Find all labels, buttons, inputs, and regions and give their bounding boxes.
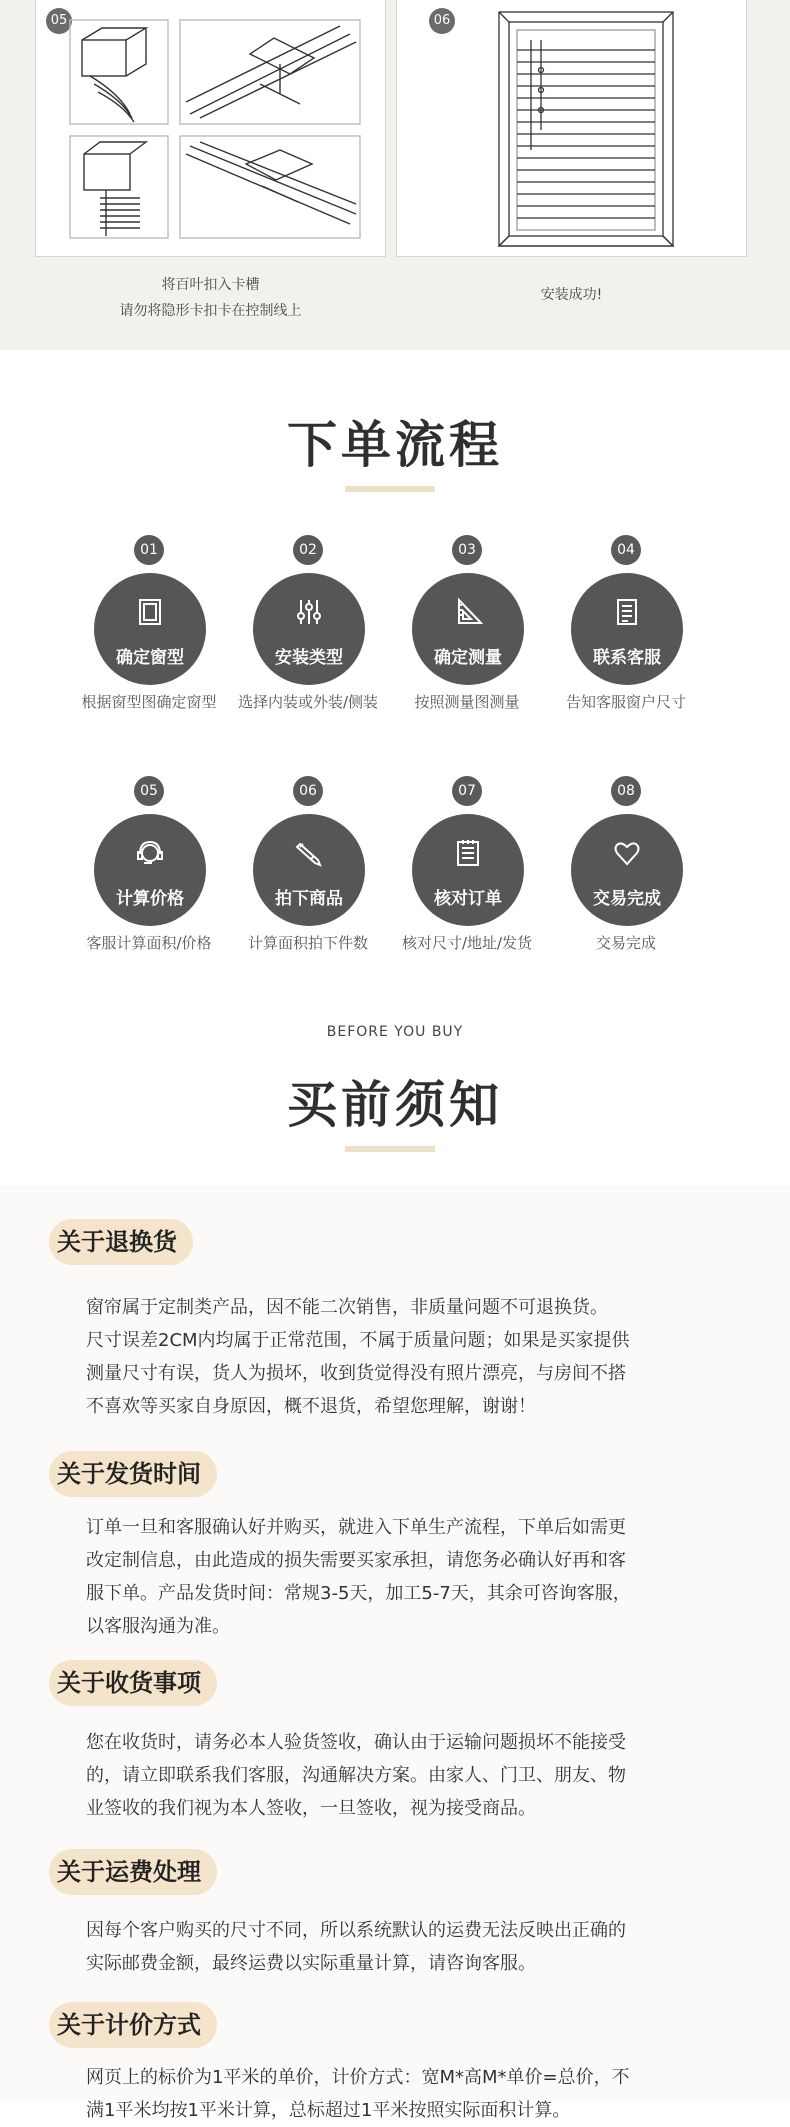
notice-line: 实际邮费金额，最终运费以实际重量计算，请咨询客服。 [86, 1953, 536, 1974]
process-step-5 [70, 776, 228, 956]
step-description: 客服计算面积/价格 [86, 934, 212, 952]
step-number: 01 [134, 535, 164, 565]
step-description: 告知客服窗户尺寸 [565, 693, 686, 711]
install-caption-step-5 [35, 272, 386, 324]
step-number: 05 [134, 776, 164, 806]
process-step-7 [388, 776, 546, 956]
step-number: 06 [293, 776, 323, 806]
install-panel-step-6 [396, 0, 747, 257]
notice-line: 业签收的我们视为本人签收，一旦签收，视为接受商品。 [86, 1798, 536, 1819]
step-label: 交易完成 [593, 889, 661, 909]
sliders-icon [294, 597, 324, 627]
notice-text-shipping-time [86, 1511, 722, 1643]
notice-text-freight [86, 1914, 722, 1980]
notice-line: 以客服沟通为准。 [86, 1616, 230, 1637]
process-title: 下单流程 [287, 416, 503, 474]
headset-icon [135, 838, 165, 868]
caption-line: 将百叶扣入卡槽 [161, 277, 260, 293]
notice-line: 您在收货时，请务必本人验货签收，确认由于运输问题损坏不能接受 [86, 1732, 626, 1753]
step-badge: 06 [429, 8, 455, 34]
window-icon [135, 597, 165, 627]
step-circle [412, 814, 524, 926]
step-description: 选择内装或外装/侧装 [237, 693, 379, 711]
pencil-icon [294, 838, 324, 868]
notice-text-returns [86, 1291, 722, 1423]
process-step-2 [229, 535, 387, 715]
step-number: 02 [293, 535, 323, 565]
process-step-8 [547, 776, 705, 956]
title-underline [345, 486, 435, 492]
notice-line: 订单一旦和客服确认好并购买，就进入下单生产流程，下单后如需更 [86, 1517, 626, 1538]
clip-illustration [50, 14, 374, 244]
step-label: 确定测量 [434, 648, 502, 668]
before-title: 买前须知 [287, 1076, 503, 1134]
step-badge: 05 [46, 8, 72, 34]
title-underline [345, 1146, 435, 1152]
step-label: 计算价格 [116, 889, 184, 909]
step-label: 联系客服 [593, 648, 661, 668]
finished-blind-illustration [497, 10, 677, 250]
step-description: 交易完成 [595, 934, 656, 952]
step-circle [571, 573, 683, 685]
step-circle [253, 814, 365, 926]
notice-line: 满1平米均按1平米计算，总标超过1平米按照实际面积计算。 [86, 2100, 571, 2121]
step-number: 07 [452, 776, 482, 806]
notice-line: 窗帘属于定制类产品，因不能二次销售，非质量问题不可退换货。 [86, 1297, 608, 1318]
caption-line: 请勿将隐形卡扣卡在控制线上 [119, 303, 302, 319]
notice-tag-receiving: 关于收货事项 [49, 1660, 217, 1706]
notices-section [0, 1185, 790, 2121]
step-description: 根据窗型图确定窗型 [81, 693, 217, 711]
notice-line: 尺寸误差2CM内均属于正常范围，不属于质量问题；如果是买家提供 [86, 1330, 630, 1351]
notice-tag-freight: 关于运费处理 [49, 1849, 217, 1895]
step-description: 计算面积拍下件数 [247, 934, 368, 952]
process-step-4 [547, 535, 705, 715]
notice-line: 网页上的标价为1平米的单价，计价方式：宽M*高M*单价=总价，不 [86, 2067, 630, 2088]
install-caption-step-6 [396, 282, 747, 308]
step-description: 核对尺寸/地址/发货 [401, 934, 533, 952]
process-step-3 [388, 535, 546, 715]
notice-line: 服下单。产品发货时间：常规3-5天，加工5-7天，其余可咨询客服， [86, 1583, 631, 1604]
notice-line: 改定制信息，由此造成的损失需要买家承担，请您务必确认好再和客 [86, 1550, 626, 1571]
step-circle [94, 814, 206, 926]
step-label: 安装类型 [275, 648, 343, 668]
step-description: 按照测量图测量 [414, 693, 520, 711]
step-label: 确定窗型 [116, 648, 184, 668]
notice-line: 因每个客户购买的尺寸不同，所以系统默认的运费无法反映出正确的 [86, 1920, 626, 1941]
notice-tag-returns: 关于退换货 [49, 1219, 193, 1265]
step-circle [571, 814, 683, 926]
installation-steps [0, 0, 790, 350]
step-circle [253, 573, 365, 685]
step-label: 拍下商品 [275, 889, 343, 909]
notice-tag-shipping-time: 关于发货时间 [49, 1451, 217, 1497]
notice-line: 的，请立即联系我们客服，沟通解决方案。由家人、门卫、朋友、物 [86, 1765, 626, 1786]
notice-line: 测量尺寸有误，货人为损坏，收到货觉得没有照片漂亮，与房间不搭 [86, 1363, 626, 1384]
step-number: 08 [611, 776, 641, 806]
step-circle [412, 573, 524, 685]
notice-line: 不喜欢等买家自身原因，概不退货，希望您理解，谢谢！ [86, 1396, 536, 1417]
ruler-triangle-icon [453, 597, 483, 627]
notice-text-pricing [86, 2061, 722, 2127]
step-number: 03 [452, 535, 482, 565]
notice-text-receiving [86, 1726, 722, 1825]
step-label: 核对订单 [434, 889, 502, 909]
process-step-1 [70, 535, 228, 715]
install-panel-step-5 [35, 0, 386, 257]
heart-icon [612, 838, 642, 868]
step-circle [94, 573, 206, 685]
notice-tag-pricing: 关于计价方式 [49, 2002, 217, 2048]
process-step-6 [229, 776, 387, 956]
caption-line: 安装成功! [540, 287, 603, 303]
document-icon [612, 597, 642, 627]
list-icon [453, 838, 483, 868]
before-you-buy-eyebrow: BEFORE YOU BUY [326, 1024, 464, 1040]
step-number: 04 [611, 535, 641, 565]
